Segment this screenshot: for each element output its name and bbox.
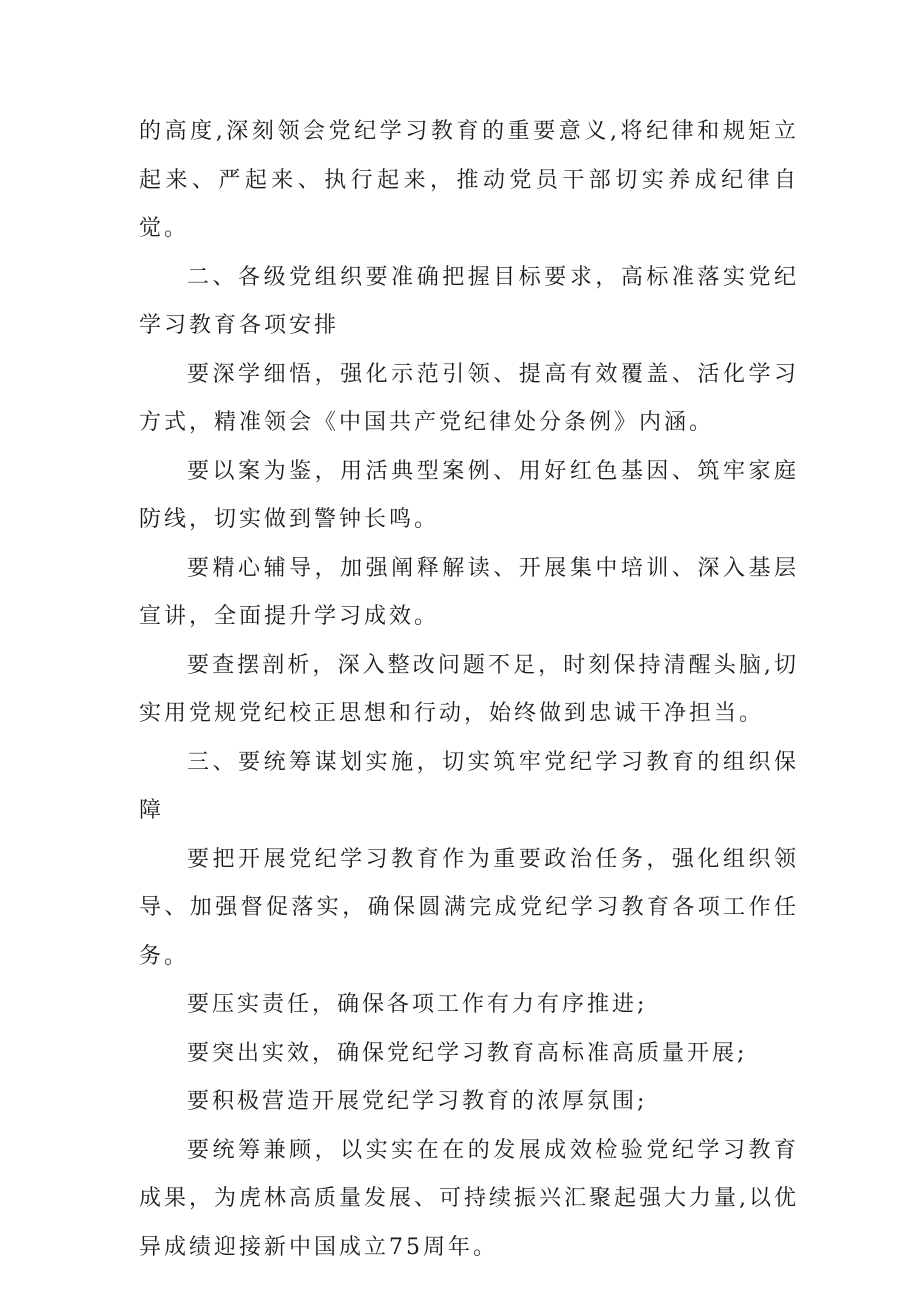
section-heading-3: 三、要统筹谋划实施，切实筑牢党纪学习教育的组织保障 (139, 749, 799, 823)
paragraph-guidance: 要精心辅导，加强阐释解读、开展集中培训、深入基层宣讲，全面提升学习成效。 (139, 555, 799, 629)
paragraph-continuation: 的高度,深刻领会党纪学习教育的重要意义,将纪律和规矩立起来、严起来、执行起来，推动党员干部切实养成纪律自觉。 (139, 119, 799, 241)
paragraph-study: 要深学细悟，强化示范引领、提高有效覆盖、活化学习方式，精准领会《中国共产党纪律处分条例》内涵。 (139, 361, 799, 435)
paragraph-atmosphere: 要积极营造开展党纪学习教育的浓厚氛围; (187, 1089, 648, 1114)
section-heading-2: 二、各级党组织要准确把握目标要求，高标准落实党纪学习教育各项安排 (139, 264, 799, 338)
paragraph-analysis: 要查摆剖析，深入整改问题不足，时刻保持清醒头脑,切实用党规党纪校正思想和行动，始终做到忠诚干净担当。 (139, 652, 799, 726)
document-body (139, 108, 799, 1272)
paragraph-cases: 要以案为鉴，用活典型案例、用好红色基因、筑牢家庭防线，切实做到警钟长鸣。 (139, 458, 799, 532)
paragraph-overall: 要统筹兼顾，以实实在在的发展成效检验党纪学习教育成果，为虎林高质量发展、可持续振兴汇聚起强大力量,以优异成绩迎接新中国成立75周年。 (139, 1137, 799, 1260)
paragraph-responsibility: 要压实责任，确保各项工作有力有序推进; (187, 992, 648, 1017)
paragraph-political-task: 要把开展党纪学习教育作为重要政治任务，强化组织领导、加强督促落实，确保圆满完成党纪学习教育各项工作任务。 (139, 846, 799, 969)
paragraph-effectiveness: 要突出实效，确保党纪学习教育高标准高质量开展; (187, 1040, 748, 1066)
